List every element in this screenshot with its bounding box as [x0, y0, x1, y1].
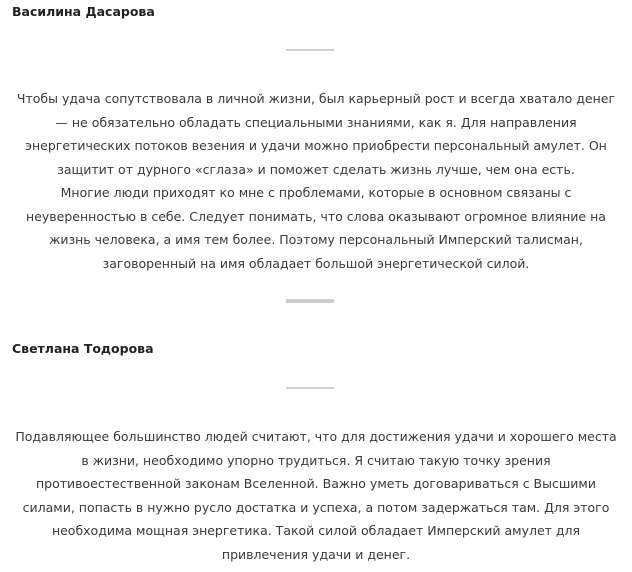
- review-author: Василина Дасарова: [12, 4, 155, 19]
- review-text-line: в жизни, необходимо упорно трудиться. Я считаю такую точку зрения: [81, 452, 551, 468]
- review-text-line: необходима мощная энергетика. Такой силой обладает Имперский амулет для: [51, 523, 581, 538]
- review-text-line: привлечения удачи и денег.: [221, 546, 411, 562]
- review-text-line: Чтобы удача сопутствовала в личной жизни, был карьерный рост и всегда хватало денег: [16, 91, 616, 106]
- review-text: [12, 425, 620, 566]
- review-text-line: — не обязательно обладать специальными знаниями, как я. Для направления: [55, 114, 577, 130]
- author-divider: [286, 49, 334, 51]
- review-text-line: противоестественной законам Вселенной. Важно уметь договариваться с Высшими: [36, 476, 596, 491]
- review-text-line: жизнь человека, а имя тем более. Поэтому персональный Имперский талисман,: [49, 232, 583, 247]
- review-text-line: неуверенностью в себе. Следует понимать, что слова оказывают огромное влияние на: [26, 208, 606, 224]
- review-text-line: силами, попасть в нужно русло достатка и успеха, а потом задержаться там. Для этого: [22, 499, 610, 515]
- review-author: Светлана Тодорова: [12, 341, 154, 356]
- review-text-line: заговоренный на имя обладает большой энергетической силой.: [102, 255, 530, 271]
- review-text: [12, 87, 620, 275]
- review-text-line: защитит от дурного «сглаза» и поможет сделать жизнь лучше, чем она есть.: [57, 161, 575, 177]
- author-divider: [286, 387, 334, 389]
- section-divider: [286, 299, 334, 303]
- review-text-line: Подавляющее большинство людей считают, что для достижения удачи и хорошего места: [15, 429, 617, 444]
- review-text-line: энергетических потоков везения и удачи можно приобрести персональный амулет. Он: [25, 138, 607, 153]
- review-text-line: Многие люди приходят ко мне с проблемами, которые в основном связаны с: [60, 185, 572, 200]
